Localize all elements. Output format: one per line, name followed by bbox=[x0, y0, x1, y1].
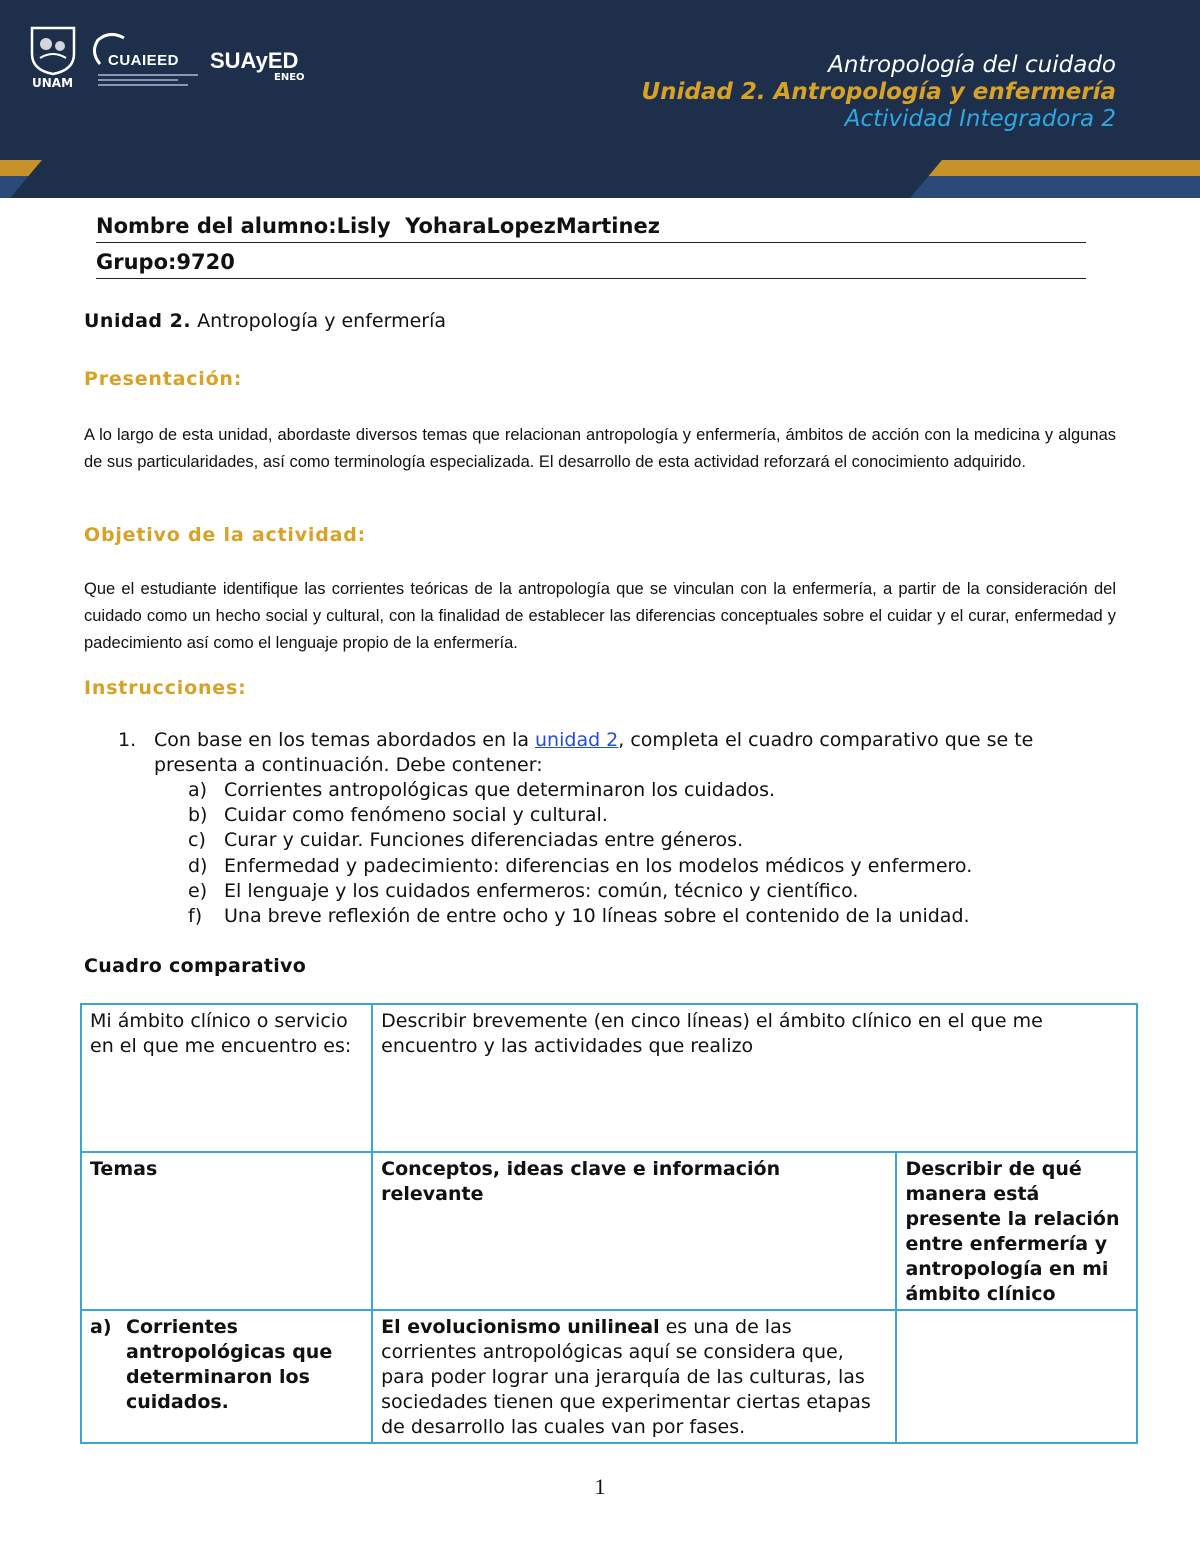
list-item bbox=[70, 904, 1070, 929]
header-describir: Describir de qué manera está presente la relación entre enfermería y antropología en mi ámbito clínico bbox=[896, 1152, 1137, 1310]
instruction-number: 1. bbox=[118, 729, 137, 751]
suayed-logo: SUAyED bbox=[210, 48, 299, 73]
list-item-label: c) bbox=[188, 829, 206, 852]
header-banner bbox=[0, 0, 1200, 198]
list-item-text: El lenguaje y los cuidados enfermeros: común, técnico y científico. bbox=[224, 879, 859, 902]
topic-label: a) bbox=[90, 1316, 112, 1338]
relation-cell-a[interactable] bbox=[896, 1310, 1137, 1443]
header-conceptos: Conceptos, ideas clave e información relevante bbox=[372, 1152, 896, 1310]
concepts-bold: El evolucionismo unilineal bbox=[381, 1316, 660, 1338]
unam-logo-text: UNAM bbox=[32, 76, 74, 90]
instructions-heading: Instrucciones: bbox=[84, 677, 247, 699]
list-item bbox=[70, 778, 1070, 803]
table-row bbox=[81, 1152, 1137, 1310]
presentation-heading: Presentación: bbox=[84, 368, 243, 390]
banner-wedge bbox=[0, 150, 950, 198]
list-item-label: d) bbox=[188, 854, 208, 877]
unit-line-bold: Unidad 2. bbox=[84, 310, 192, 332]
list-item bbox=[70, 879, 1070, 904]
student-name-line bbox=[96, 214, 1086, 243]
instruction-text bbox=[154, 728, 1104, 778]
list-item bbox=[70, 803, 1070, 828]
list-item-label: a) bbox=[188, 779, 208, 801]
list-item-label: f) bbox=[188, 904, 203, 927]
unit-line-rest: Antropología y enfermería bbox=[191, 310, 447, 332]
concepts-cell-a[interactable] bbox=[372, 1310, 896, 1443]
instruction-text-after: , completa el cuadro comparativo que se te presenta a continuación. Debe contener: bbox=[154, 729, 1034, 776]
list-item bbox=[70, 828, 1070, 853]
objective-heading: Objetivo de la actividad: bbox=[84, 524, 367, 546]
presentation-text: A lo largo de esta unidad, abordaste diversos temas que relacionan antropología y enfermería, ámbitos de acción con la medicina y algunas de sus particularidades, así como terminología especializada. El desarrollo de esta actividad reforzará el conocimiento adquirido. bbox=[84, 426, 1116, 471]
student-group-line bbox=[96, 250, 1086, 279]
list-item-text: Cuidar como fenómeno social y cultural. bbox=[224, 804, 608, 827]
page-number: 1 bbox=[594, 1474, 606, 1499]
student-group-value: 9720 bbox=[176, 250, 235, 274]
unit-title: Unidad 2. Antropología y enfermería bbox=[641, 79, 1116, 105]
eneo-logo: ENEO bbox=[274, 72, 305, 83]
instruction-text-before: Con base en los temas abordados en la bbox=[154, 729, 536, 751]
unit-line bbox=[84, 310, 1116, 332]
unam-logo bbox=[28, 24, 78, 90]
student-name-value: Lisly YoharaLopezMartinez bbox=[336, 214, 660, 238]
cuaieed-subtitle-lines bbox=[98, 74, 198, 86]
unam-shield-icon bbox=[28, 24, 78, 76]
concepts-text: es una de las corrientes antropológicas aquí se considera que, para poder lograr una jerarquía de las culturas, las sociedades tienen que experimentar ciertas etapas de desarrollo las cuales van por fases. bbox=[381, 1316, 871, 1438]
table-row bbox=[81, 1310, 1137, 1443]
list-item-label: e) bbox=[188, 879, 208, 902]
header-temas: Temas bbox=[81, 1152, 372, 1310]
course-title: Antropología del cuidado bbox=[828, 52, 1116, 78]
list-item-text: Una breve reflexión de entre ocho y 10 líneas sobre el contenido de la unidad. bbox=[224, 904, 970, 927]
student-name-label: Nombre del alumno: bbox=[96, 214, 337, 238]
topic-cell-a bbox=[81, 1310, 372, 1443]
list-item bbox=[70, 854, 1070, 879]
cuaieed-logo-text: CUAIEED bbox=[108, 52, 180, 69]
comparative-table bbox=[80, 1003, 1138, 1444]
list-item-text: Enfermedad y padecimiento: diferencias en los modelos médicos y enfermero. bbox=[224, 854, 973, 877]
clinical-area-label-cell: Mi ámbito clínico o servicio en el que me encuentro es: bbox=[81, 1004, 372, 1152]
activity-title: Actividad Integradora 2 bbox=[844, 106, 1116, 132]
cuaieed-logo bbox=[90, 30, 200, 90]
list-item-text: Corrientes antropológicas que determinaron los cuidados. bbox=[224, 779, 776, 801]
unidad-2-link[interactable]: unidad 2 bbox=[535, 729, 619, 751]
list-item-label: b) bbox=[188, 804, 208, 827]
list-item-text: Curar y cuidar. Funciones diferenciadas entre géneros. bbox=[224, 829, 744, 852]
table-row bbox=[81, 1004, 1137, 1152]
topic-text: Corrientes antropológicas que determinaron los cuidados. bbox=[126, 1316, 333, 1413]
objective-text: Que el estudiante identifique las corrientes teóricas de la antropología que se vinculan con la enfermería, a partir de la consideración del cuidado como un hecho social y cultural, con la finalidad de establecer las diferencias conceptuales sobre el cuidar y el curar, enfermedad y padecimiento así como el lenguaje propio de la enfermería. bbox=[84, 580, 1116, 652]
instruction-sublist bbox=[70, 778, 1070, 929]
table-title: Cuadro comparativo bbox=[84, 955, 307, 977]
clinical-area-description-cell[interactable]: Describir brevemente (en cinco líneas) el ámbito clínico en el que me encuentro y las actividades que realizo bbox=[372, 1004, 1137, 1152]
student-group-label: Grupo: bbox=[96, 250, 177, 274]
